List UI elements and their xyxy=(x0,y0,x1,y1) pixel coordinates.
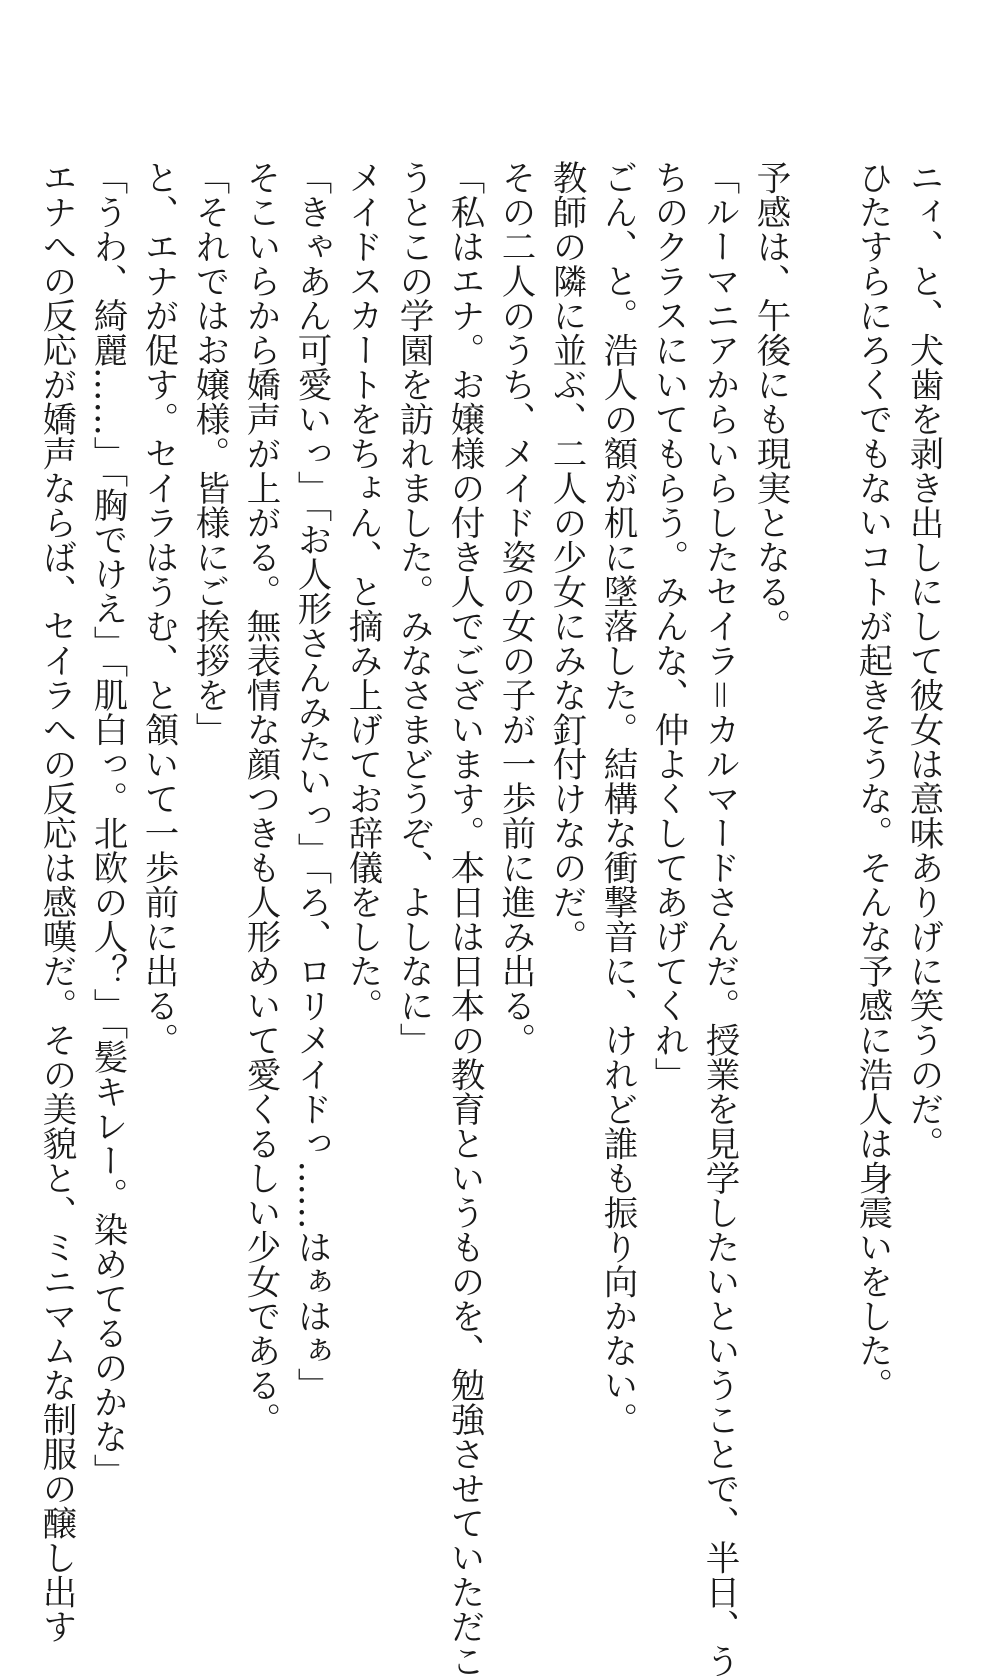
vertical-text-body xyxy=(30,160,948,1678)
text-line: エナへの反応が嬌声ならば、セイラへの反応は感嘆だ。その美貌と、ミニマムな制服の醸し出す xyxy=(36,160,76,1644)
text-line: 予感は、午後にも現実となる。 xyxy=(750,160,790,643)
blank-line xyxy=(795,160,846,1400)
text-line: 「きゃあん可愛いっ」「お人形さんみたいっ」「ろ、ロリメイドっ……はぁはぁ」 xyxy=(291,160,331,1402)
text-line: ニィ、と、犬歯を剥き出しにして彼女は意味ありげに笑うのだ。 xyxy=(903,160,943,1161)
text-line: 教師の隣に並ぶ、二人の少女にみな釘付けなのだ。 xyxy=(546,160,586,954)
text-line: ごん、と。浩人の額が机に墜落した。結構な衝撃音に、けれど誰も振り向かない。 xyxy=(597,160,637,1437)
text-line: メイドスカートをちょん、と摘み上げてお辞儀をした。 xyxy=(342,160,382,1023)
text-line: そこいらから嬌声が上がる。無表情な顔つきも人形めいて愛くるしい少女である。 xyxy=(240,160,280,1437)
text-line: と、エナが促す。セイラはうむ、と頷いて一歩前に出る。 xyxy=(138,160,178,1057)
text-line: ひたすらにろくでもないコトが起きそうな。そんな予感に浩人は身震いをした。 xyxy=(852,160,892,1402)
text-line: 「ルーマニアからいらしたセイラ＝カルマードさんだ。授業を見学したいということで、半日、う xyxy=(699,160,739,1678)
text-line: 「うわ、綺麗……」「胸でけえ」「肌白っ。北欧の人？」「髪キレー。染めてるのかな」 xyxy=(87,160,127,1489)
text-line: ちのクラスにいてもらう。みんな、仲よくしてあげてくれ」 xyxy=(648,160,688,1092)
text-line: 「それではお嬢様。皆様にご挨拶を」 xyxy=(189,160,229,747)
text-line: 「私はエナ。お嬢様の付き人でございます。本日は日本の教育というものを、勉強させていただこ xyxy=(444,160,484,1678)
text-line: その二人のうち、メイド姿の女の子が一歩前に進み出る。 xyxy=(495,160,535,1057)
text-line: うとこの学園を訪れました。みなさまどうぞ、よしなに」 xyxy=(393,160,433,1057)
